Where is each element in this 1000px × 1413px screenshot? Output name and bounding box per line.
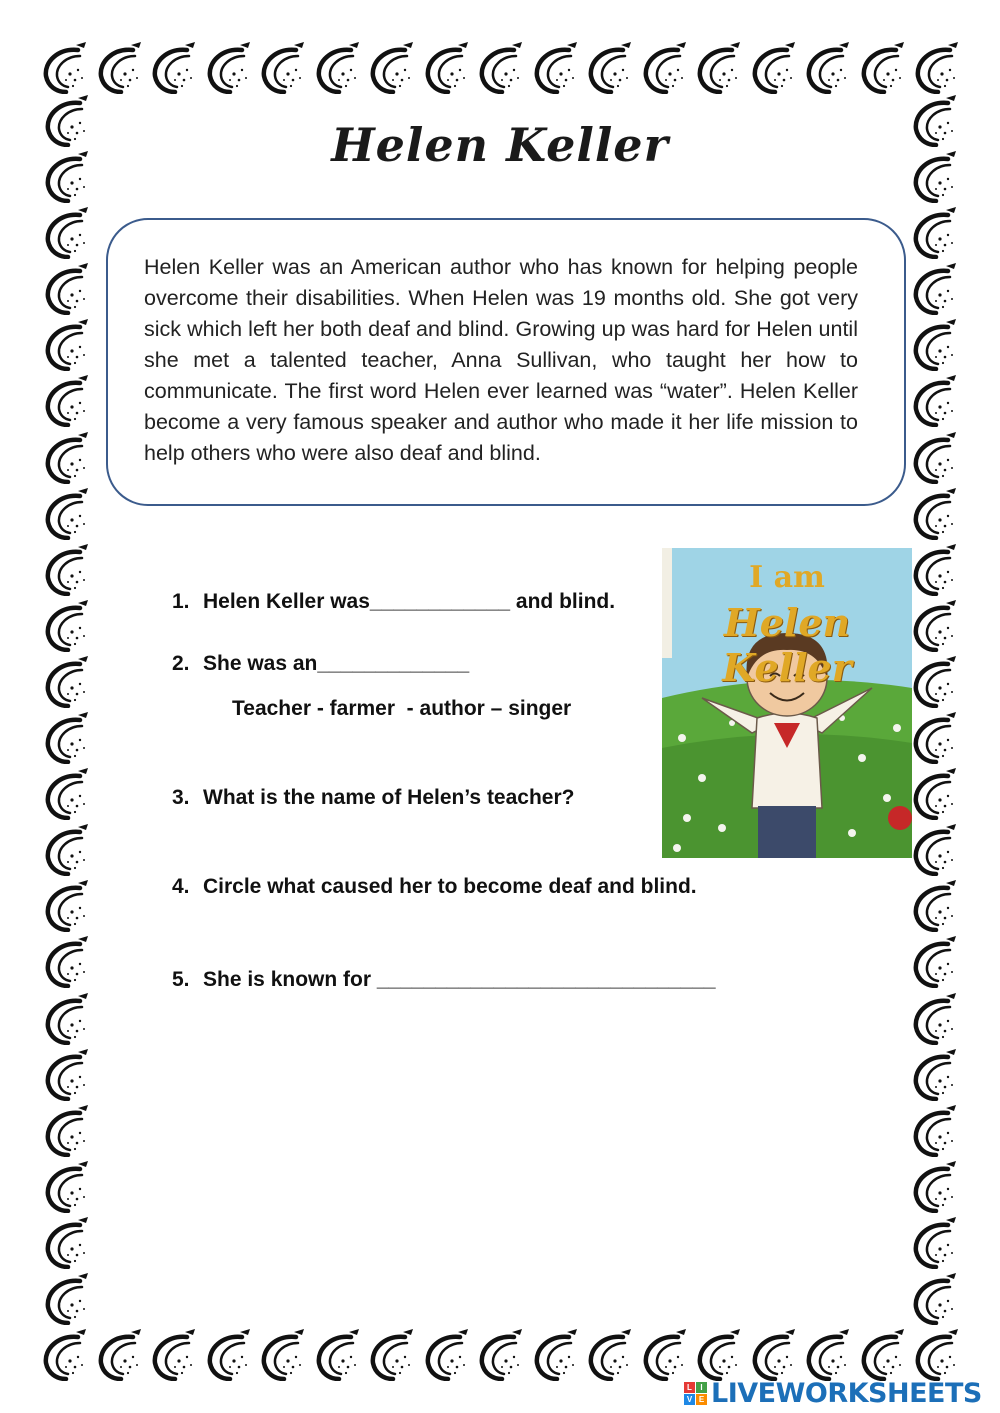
- book-cover-title-line2: Helen Keller: [722, 600, 852, 690]
- swirl-ornament-icon: [42, 319, 90, 371]
- reading-passage-box: [106, 218, 906, 506]
- swirl-ornament-icon: [42, 488, 90, 540]
- question-3: [172, 786, 574, 810]
- question-number: 3.: [172, 786, 190, 809]
- swirl-ornament-icon: [910, 1049, 958, 1101]
- question-4: [172, 875, 697, 899]
- swirl-ornament-icon: [640, 42, 688, 94]
- question-2-options: Teacher - farmer - author – singer: [232, 697, 572, 720]
- decorative-border-left: [36, 95, 96, 1325]
- question-text: Helen Keller was____________ and blind.: [203, 590, 616, 613]
- swirl-ornament-icon: [367, 42, 415, 94]
- swirl-ornament-icon: [42, 1049, 90, 1101]
- swirl-ornament-icon: [476, 42, 524, 94]
- swirl-ornament-icon: [585, 1329, 633, 1381]
- swirl-ornament-icon: [858, 42, 906, 94]
- swirl-ornament-icon: [40, 42, 88, 94]
- swirl-ornament-icon: [42, 656, 90, 708]
- swirl-ornament-icon: [42, 432, 90, 484]
- swirl-ornament-icon: [912, 42, 960, 94]
- swirl-ornament-icon: [803, 1329, 851, 1381]
- swirl-ornament-icon: [95, 42, 143, 94]
- swirl-ornament-icon: [910, 993, 958, 1045]
- swirl-ornament-icon: [910, 936, 958, 988]
- swirl-ornament-icon: [313, 42, 361, 94]
- liveworksheets-logo-icon: [684, 1382, 707, 1405]
- book-cover-image: [662, 548, 912, 858]
- swirl-ornament-icon: [367, 1329, 415, 1381]
- question-number: 4.: [172, 875, 190, 898]
- swirl-ornament-icon: [694, 1329, 742, 1381]
- swirl-ornament-icon: [42, 824, 90, 876]
- swirl-ornament-icon: [204, 1329, 252, 1381]
- swirl-ornament-icon: [910, 600, 958, 652]
- swirl-ornament-icon: [95, 1329, 143, 1381]
- swirl-ornament-icon: [40, 1329, 88, 1381]
- logo-letter: E: [696, 1394, 707, 1405]
- swirl-ornament-icon: [204, 42, 252, 94]
- swirl-ornament-icon: [912, 1329, 960, 1381]
- swirl-ornament-icon: [910, 1217, 958, 1269]
- swirl-ornament-icon: [910, 432, 958, 484]
- swirl-ornament-icon: [313, 1329, 361, 1381]
- swirl-ornament-icon: [910, 488, 958, 540]
- logo-letter: V: [684, 1394, 695, 1405]
- swirl-ornament-icon: [910, 375, 958, 427]
- question-number: 5.: [172, 968, 190, 991]
- question-text: What is the name of Helen’s teacher?: [203, 786, 575, 809]
- decorative-border-right: [904, 95, 964, 1325]
- swirl-ornament-icon: [910, 824, 958, 876]
- swirl-ornament-icon: [42, 207, 90, 259]
- swirl-ornament-icon: [42, 544, 90, 596]
- swirl-ornament-icon: [910, 768, 958, 820]
- swirl-ornament-icon: [910, 263, 958, 315]
- swirl-ornament-icon: [749, 1329, 797, 1381]
- swirl-ornament-icon: [910, 1161, 958, 1213]
- swirl-ornament-icon: [42, 936, 90, 988]
- question-text: She was an_____________: [203, 652, 470, 675]
- logo-letter: I: [696, 1382, 707, 1393]
- liveworksheets-watermark: [684, 1376, 982, 1410]
- swirl-ornament-icon: [910, 880, 958, 932]
- swirl-ornament-icon: [42, 1105, 90, 1157]
- swirl-ornament-icon: [585, 42, 633, 94]
- swirl-ornament-icon: [42, 880, 90, 932]
- question-5: [172, 968, 716, 992]
- swirl-ornament-icon: [640, 1329, 688, 1381]
- reading-passage: Helen Keller was an American author who has known for helping people overcome their disabilities. When Helen was 19 months old. She got very sick which left her both deaf and blind. Growing up was hard for Helen until she met a talented teacher, Anna Sullivan, who taught her how to communicate. The first word Helen ever learned was “water”. Helen Keller become a very famous speaker and author who made it her life mission to help others who were also deaf and blind.: [144, 255, 858, 465]
- swirl-ornament-icon: [258, 42, 306, 94]
- swirl-ornament-icon: [422, 1329, 470, 1381]
- swirl-ornament-icon: [42, 263, 90, 315]
- swirl-ornament-icon: [42, 993, 90, 1045]
- swirl-ornament-icon: [910, 1105, 958, 1157]
- swirl-ornament-icon: [531, 1329, 579, 1381]
- swirl-ornament-icon: [258, 1329, 306, 1381]
- swirl-ornament-icon: [694, 42, 742, 94]
- swirl-ornament-icon: [531, 42, 579, 94]
- swirl-ornament-icon: [858, 1329, 906, 1381]
- swirl-ornament-icon: [803, 42, 851, 94]
- swirl-ornament-icon: [910, 1273, 958, 1325]
- swirl-ornament-icon: [476, 1329, 524, 1381]
- question-text: Circle what caused her to become deaf and blind.: [203, 875, 697, 898]
- swirl-ornament-icon: [42, 712, 90, 764]
- swirl-ornament-icon: [910, 656, 958, 708]
- liveworksheets-wordmark: LIVEWORKSHEETS: [711, 1377, 982, 1409]
- swirl-ornament-icon: [42, 375, 90, 427]
- swirl-ornament-icon: [42, 1161, 90, 1213]
- swirl-ornament-icon: [749, 42, 797, 94]
- swirl-ornament-icon: [910, 712, 958, 764]
- swirl-ornament-icon: [149, 1329, 197, 1381]
- swirl-ornament-icon: [42, 768, 90, 820]
- swirl-ornament-icon: [422, 42, 470, 94]
- book-cover-title-line1: I am: [749, 560, 825, 595]
- question-text: She is known for _____________________________: [203, 968, 716, 991]
- question-2: [172, 652, 469, 676]
- swirl-ornament-icon: [42, 1217, 90, 1269]
- swirl-ornament-icon: [910, 319, 958, 371]
- question-1: [172, 590, 615, 614]
- decorative-border-top: [40, 38, 960, 98]
- question-number: 2.: [172, 652, 190, 675]
- logo-letter: L: [684, 1382, 695, 1393]
- page-title: Helen Keller: [331, 118, 669, 172]
- swirl-ornament-icon: [42, 1273, 90, 1325]
- swirl-ornament-icon: [42, 600, 90, 652]
- swirl-ornament-icon: [910, 544, 958, 596]
- question-number: 1.: [172, 590, 190, 613]
- swirl-ornament-icon: [149, 42, 197, 94]
- swirl-ornament-icon: [910, 207, 958, 259]
